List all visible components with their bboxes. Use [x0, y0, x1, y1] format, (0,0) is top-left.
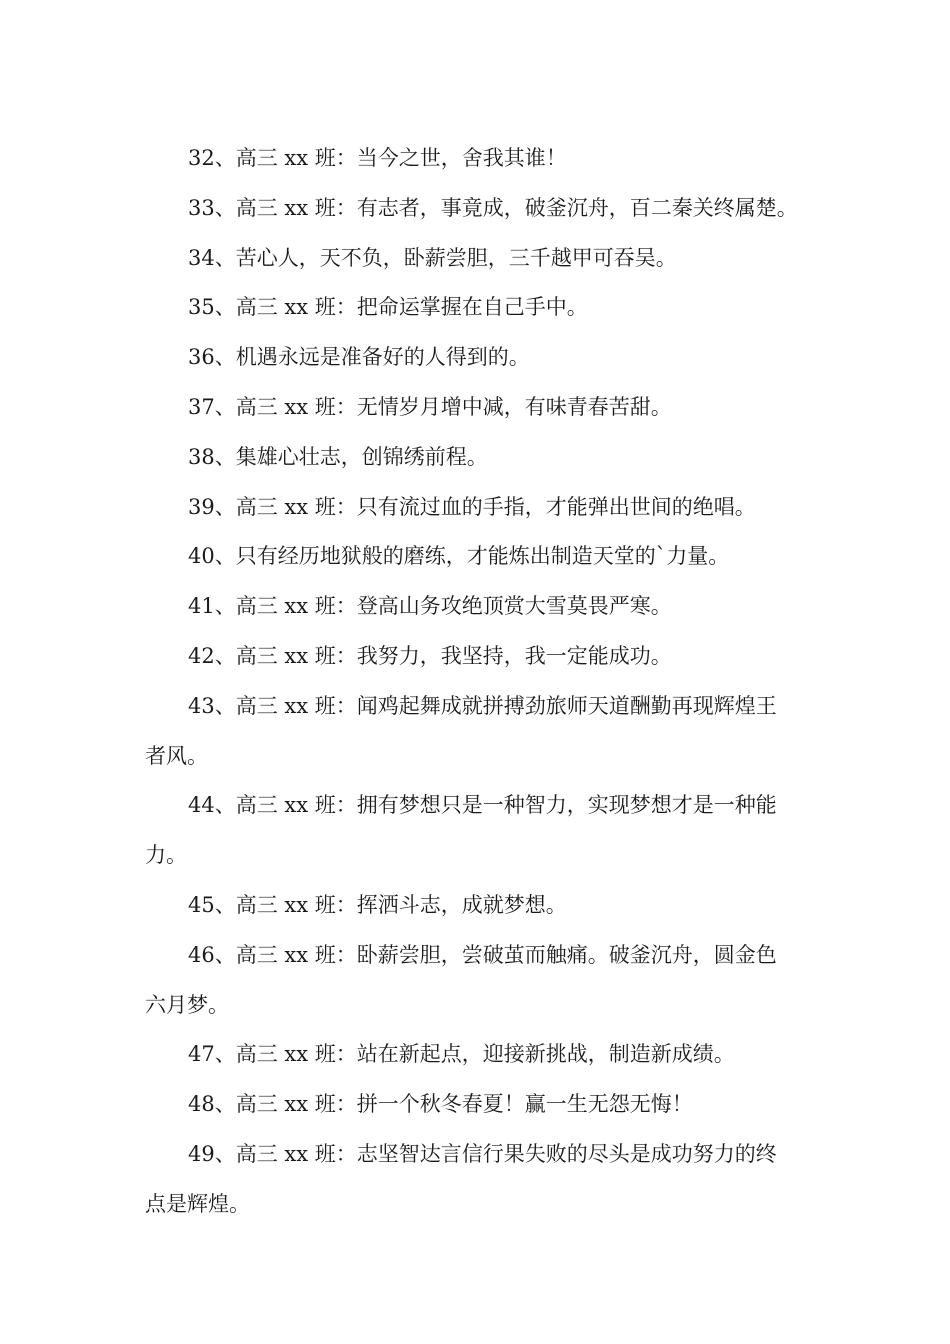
- slogan-49: 49、高三 xx 班：志坚智达言信行果失败的尽头是成功努力的终: [188, 1141, 777, 1166]
- slogan-list: [145, 134, 815, 1230]
- slogan-33: 33、高三 xx 班：有志者，事竟成，破釜沉舟，百二秦关终属楚。: [188, 195, 798, 220]
- slogan-38: 38、集雄心壮志，创锦绣前程。: [188, 444, 488, 469]
- slogan-36: 36、机遇永远是准备好的人得到的。: [188, 345, 530, 370]
- slogan-46-continued: 六月梦。: [145, 992, 229, 1017]
- slogan-40: 40、只有经历地狱般的磨练，才能炼出制造天堂的`力量。: [188, 544, 730, 569]
- slogan-42: 42、高三 xx 班：我努力，我坚持，我一定能成功。: [188, 643, 672, 668]
- slogan-39: 39、高三 xx 班：只有流过血的手指，才能弹出世间的绝唱。: [188, 494, 756, 519]
- slogan-43-continued: 者风。: [145, 743, 208, 768]
- slogan-34: 34、苦心人，天不负，卧薪尝胆，三千越甲可吞吴。: [188, 245, 677, 270]
- slogan-45: 45、高三 xx 班：挥洒斗志，成就梦想。: [188, 892, 567, 917]
- slogan-44: 44、高三 xx 班：拥有梦想只是一种智力，实现梦想才是一种能: [188, 793, 777, 818]
- slogan-48: 48、高三 xx 班：拼一个秋冬春夏！赢一生无怨无悔！: [188, 1092, 693, 1117]
- slogan-49-continued: 点是辉煌。: [145, 1191, 250, 1216]
- slogan-35: 35、高三 xx 班：把命运掌握在自己手中。: [188, 295, 588, 320]
- slogan-47: 47、高三 xx 班：站在新起点，迎接新挑战，制造新成绩。: [188, 1042, 735, 1067]
- slogan-32: 32、高三 xx 班：当今之世，舍我其谁！: [188, 146, 567, 170]
- slogan-41: 41、高三 xx 班：登高山务攻绝顶赏大雪莫畏严寒。: [188, 594, 672, 619]
- slogan-46: 46、高三 xx 班：卧薪尝胆，尝破茧而触痛。破釜沉舟，圆金色: [188, 942, 777, 967]
- slogan-43: 43、高三 xx 班：闻鸡起舞成就拼搏劲旅师天道酬勤再现辉煌王: [188, 693, 777, 718]
- slogan-44-continued: 力。: [145, 843, 187, 868]
- slogan-37: 37、高三 xx 班：无情岁月增中减，有味青春苦甜。: [188, 394, 672, 419]
